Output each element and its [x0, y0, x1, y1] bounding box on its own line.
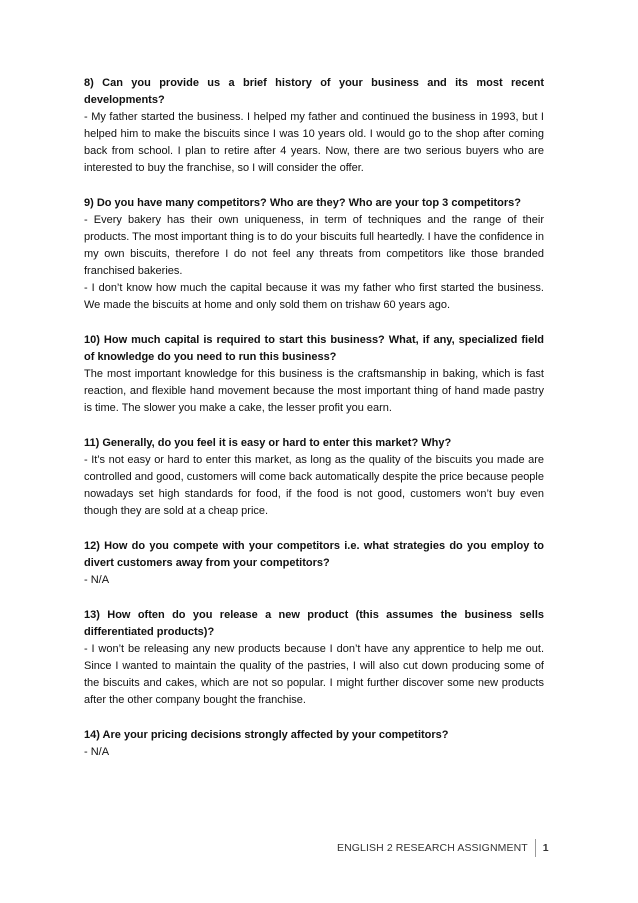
answer-12-1: - N/A: [84, 574, 110, 586]
footer-title: ENGLISH 2 RESEARCH ASSIGNMENT: [337, 842, 528, 854]
question-8: 8) Can you provide us a brief history of your business and its most recent developments?: [84, 77, 544, 106]
page-footer: [337, 838, 549, 858]
qa-item-11: [84, 435, 544, 520]
question-13: 13) How often do you release a new product (this assumes the business sells differentiated products)?: [84, 609, 544, 638]
question-12: 12) How do you compete with your competitors i.e. what strategies do you employ to divert customers away from your competitors?: [84, 540, 544, 569]
qa-item-8: [84, 75, 544, 177]
question-11: 11) Generally, do you feel it is easy or hard to enter this market? Why?: [84, 437, 452, 449]
answer-9-1: - Every bakery has their own uniqueness, in term of techniques and the range of their products. The most important thing is to do your biscuits full heartedly. I have the confidence in my own biscuits, therefore I do not feel any threats from competitors like those branded franchised bakeries.: [84, 214, 544, 277]
page-number: 1: [542, 842, 549, 854]
qa-item-12: [84, 538, 544, 589]
answer-14-1: - N/A: [84, 746, 110, 758]
answer-9-2: - I don’t know how much the capital because it was my father who first started the business. We made the biscuits at home and only sold them on trishaw 60 years ago.: [84, 282, 544, 311]
qa-item-9: [84, 195, 544, 314]
question-9: 9) Do you have many competitors? Who are they? Who are your top 3 competitors?: [84, 197, 522, 209]
qa-item-10: [84, 332, 544, 417]
footer-divider: [535, 839, 536, 857]
qa-item-14: [84, 727, 544, 761]
answer-13-1: - I won’t be releasing any new products because I don’t have any apprentice to help me out. Since I wanted to maintain the quality of the pastries, I will also cut down producing some of the biscuits and cakes, which are not so popular. I might further discover some new products after the other company bought the franchise.: [84, 643, 544, 706]
question-14: 14) Are your pricing decisions strongly affected by your competitors?: [84, 729, 449, 741]
qa-item-13: [84, 607, 544, 709]
document-body: [84, 75, 544, 779]
answer-11-1: - It’s not easy or hard to enter this market, as long as the quality of the biscuits you made are controlled and good, customers will come back automatically despite the price because people nowadays set high standards for food, if the food is not good, customers won’t buy even though they are sold at a cheap price.: [84, 454, 544, 517]
answer-10-1: The most important knowledge for this business is the craftsmanship in baking, which is fast reaction, and flexible hand movement because the most important thing of hand made pastry is time. The slower you make a cake, the lesser profit you earn.: [84, 368, 544, 414]
answer-8-1: - My father started the business. I helped my father and continued the business in 1993, but I helped him to make the biscuits since I was 10 years old. I would go to the shop after coming back from school. I plan to retire after 4 years. Now, there are two serious buyers who are interested to buy the franchise, so I will consider the offer.: [84, 111, 544, 174]
question-10: 10) How much capital is required to start this business? What, if any, specialized field of knowledge do you need to run this business?: [84, 334, 544, 363]
